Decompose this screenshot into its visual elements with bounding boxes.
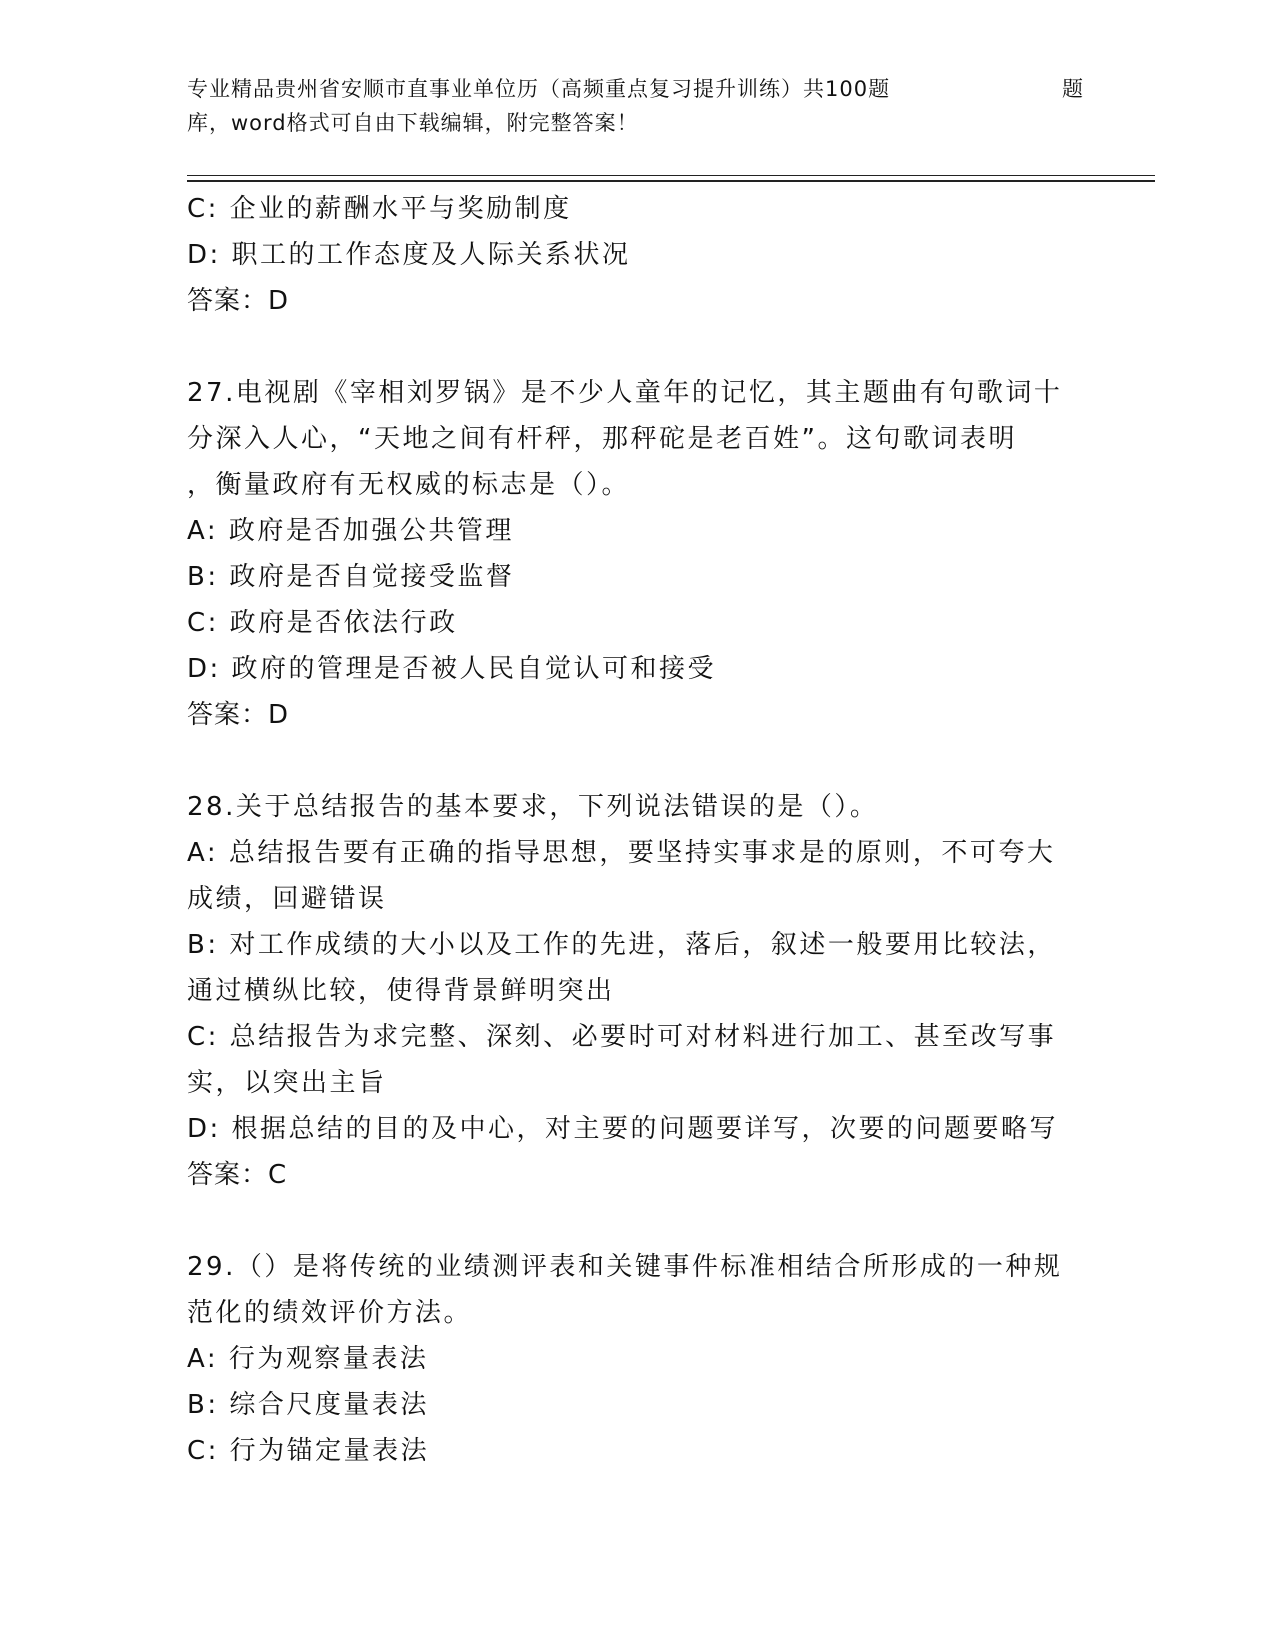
header-title-line-1: 专业精品贵州省安顺市直事业单位历（高频重点复习提升训练）共100题 xyxy=(187,77,891,101)
option-a-continuation: 成绩，回避错误 xyxy=(187,884,387,914)
page-header xyxy=(187,72,1087,142)
option-b: B: 政府是否自觉接受监督 xyxy=(187,562,515,592)
answer: 答案：D xyxy=(187,700,290,730)
question-stem-line: 范化的绩效评价方法。 xyxy=(187,1298,473,1328)
option-b: B: 综合尺度量表法 xyxy=(187,1390,429,1420)
question-27 xyxy=(187,370,1087,738)
option-c: C: 政府是否依法行政 xyxy=(187,608,458,638)
question-28 xyxy=(187,784,1087,1198)
option-d: D: 根据总结的目的及中心，对主要的问题要详写，次要的问题要略写 xyxy=(187,1114,1059,1144)
answer: 答案：C xyxy=(187,1160,288,1190)
option-a: A: 总结报告要有正确的指导思想，要坚持实事求是的原则，不可夸大 xyxy=(187,838,1056,868)
option-c: C: 总结报告为求完整、深刻、必要时可对材料进行加工、甚至改写事 xyxy=(187,1022,1057,1052)
document-body xyxy=(187,186,1087,1474)
header-title-tail: 题 xyxy=(1062,77,1083,101)
question-stem-line: 分深入人心，“天地之间有杆秤，那秤砣是老百姓”。这句歌词表明 xyxy=(187,424,1017,454)
option-d: D: 职工的工作态度及人际关系状况 xyxy=(187,240,631,270)
spacer xyxy=(187,738,1087,784)
question-stem-line: ，衡量政府有无权威的标志是（）。 xyxy=(187,470,631,500)
option-b: B: 对工作成绩的大小以及工作的先进，落后，叙述一般要用比较法， xyxy=(187,930,1056,960)
header-divider-thin xyxy=(187,175,1155,176)
spacer xyxy=(187,324,1087,370)
option-b-continuation: 通过横纵比较，使得背景鲜明突出 xyxy=(187,976,615,1006)
question-26 xyxy=(187,186,1087,324)
question-stem-line: 27.电视剧《宰相刘罗锅》是不少人童年的记忆，其主题曲有句歌词十 xyxy=(187,378,1063,408)
question-stem-line: 29.（）是将传统的业绩测评表和关键事件标准相结合所形成的一种规 xyxy=(187,1252,1063,1282)
header-title-line-2: 库，word格式可自由下载编辑，附完整答案！ xyxy=(187,111,639,135)
question-stem-line: 28.关于总结报告的基本要求，下列说法错误的是（）。 xyxy=(187,792,879,822)
option-c: C: 企业的薪酬水平与奖励制度 xyxy=(187,194,572,224)
option-a: A: 行为观察量表法 xyxy=(187,1344,429,1374)
option-c-continuation: 实，以突出主旨 xyxy=(187,1068,387,1098)
spacer xyxy=(187,1198,1087,1244)
answer: 答案：D xyxy=(187,286,290,316)
option-c: C: 行为锚定量表法 xyxy=(187,1436,430,1466)
option-a: A: 政府是否加强公共管理 xyxy=(187,516,514,546)
header-divider-thick xyxy=(187,180,1155,182)
option-d: D: 政府的管理是否被人民自觉认可和接受 xyxy=(187,654,717,684)
question-29 xyxy=(187,1244,1087,1474)
